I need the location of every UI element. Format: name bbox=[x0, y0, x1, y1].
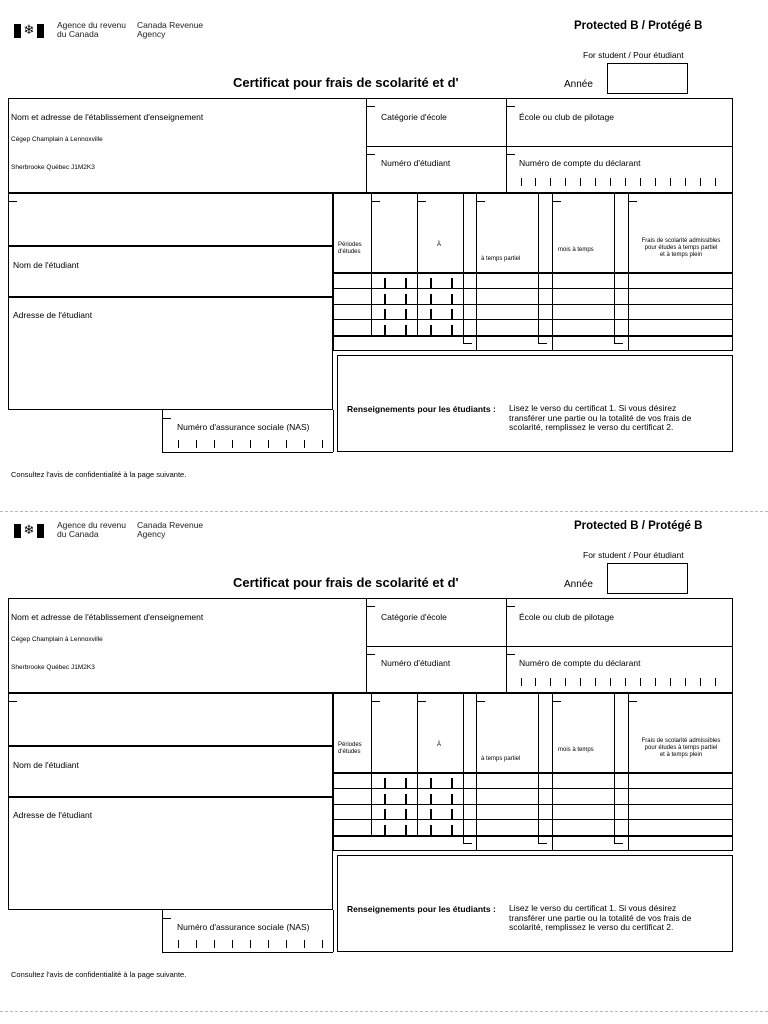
agency-name-fr: Agence du revenu du Canada bbox=[57, 520, 126, 539]
institution-name: Cégep Champlain à Lennoxville bbox=[11, 636, 103, 643]
agency-name-en: Canada Revenue Agency bbox=[137, 20, 204, 39]
annee-field[interactable] bbox=[607, 63, 688, 94]
numero-etudiant-label: Numéro d'étudiant bbox=[381, 658, 451, 668]
temps-partiel-label: à temps partiel bbox=[481, 756, 521, 762]
nom-etudiant-label: Nom de l'étudiant bbox=[13, 760, 79, 770]
mois-temps-label: mois à temps bbox=[558, 247, 594, 253]
agency-name-fr: Agence du revenu du Canada bbox=[57, 20, 126, 39]
form-title: Certificat pour frais de scolarité et d' bbox=[233, 75, 459, 90]
institution-address: Sherbrooke Québec J1M2K3 bbox=[11, 164, 95, 171]
protected-label: Protected B / Protégé B bbox=[574, 20, 703, 32]
a-label: À bbox=[437, 742, 442, 748]
annee-label: Année bbox=[564, 79, 593, 90]
nas-label: Numéro d'assurance sociale (NAS) bbox=[177, 922, 310, 932]
categorie-ecole-label: Catégorie d'école bbox=[381, 112, 447, 122]
privacy-notice: Consultez l'avis de confidentialité à la page suivante. bbox=[11, 970, 187, 979]
info-text: Lisez le verso du certificat 1. Si vous désirez transférer une partie ou la totalité de vos frais de scolarité, remplissez le verso du certificat 2. bbox=[509, 903, 692, 932]
nom-etudiant-label: Nom de l'étudiant bbox=[13, 260, 79, 270]
frais-label: Frais de scolarité admissibles pour études à temps partiel et à temps plein bbox=[641, 238, 721, 258]
agency-name-en: Canada Revenue Agency bbox=[137, 520, 204, 539]
adresse-etudiant-label: Adresse de l'étudiant bbox=[13, 810, 93, 820]
protected-label: Protected B / Protégé B bbox=[574, 520, 703, 532]
for-student-label: For student / Pour étudiant bbox=[583, 550, 684, 560]
ecole-pilotage-label: École ou club de pilotage bbox=[519, 112, 614, 122]
info-text: Lisez le verso du certificat 1. Si vous désirez transférer une partie ou la totalité de vos frais de scolarité, remplissez le verso du certificat 2. bbox=[509, 403, 692, 432]
for-student-label: For student / Pour étudiant bbox=[583, 50, 684, 60]
certificate-copy-2 bbox=[0, 500, 768, 1000]
periodes-label: Périodes d'études bbox=[338, 742, 362, 755]
numero-compte-label: Numéro de compte du déclarant bbox=[519, 658, 641, 668]
institution-name: Cégep Champlain à Lennoxville bbox=[11, 136, 103, 143]
info-label: Renseignements pour les étudiants : bbox=[347, 404, 496, 414]
student-section bbox=[8, 693, 333, 910]
a-label: À bbox=[437, 242, 442, 248]
canada-flag-icon: ❄ bbox=[14, 524, 44, 538]
temps-partiel-label: à temps partiel bbox=[481, 256, 521, 262]
cut-line bbox=[0, 1011, 768, 1012]
numero-compte-label: Numéro de compte du déclarant bbox=[519, 158, 641, 168]
numero-etudiant-label: Numéro d'étudiant bbox=[381, 158, 451, 168]
info-label: Renseignements pour les étudiants : bbox=[347, 904, 496, 914]
certificate-copy-1 bbox=[0, 0, 768, 500]
adresse-etudiant-label: Adresse de l'étudiant bbox=[13, 310, 93, 320]
institution-label: Nom et adresse de l'établissement d'enseignement bbox=[11, 112, 204, 122]
privacy-notice: Consultez l'avis de confidentialité à la page suivante. bbox=[11, 470, 187, 479]
ecole-pilotage-label: École ou club de pilotage bbox=[519, 612, 614, 622]
annee-label: Année bbox=[564, 579, 593, 590]
categorie-ecole-label: Catégorie d'école bbox=[381, 612, 447, 622]
canada-flag-icon: ❄ bbox=[14, 24, 44, 38]
frais-label: Frais de scolarité admissibles pour études à temps partiel et à temps plein bbox=[641, 738, 721, 758]
mois-temps-label: mois à temps bbox=[558, 747, 594, 753]
student-section bbox=[8, 193, 333, 410]
form-title: Certificat pour frais de scolarité et d' bbox=[233, 575, 459, 590]
periodes-label: Périodes d'études bbox=[338, 242, 362, 255]
nas-label: Numéro d'assurance sociale (NAS) bbox=[177, 422, 310, 432]
institution-label: Nom et adresse de l'établissement d'enseignement bbox=[11, 612, 204, 622]
institution-address: Sherbrooke Québec J1M2K3 bbox=[11, 664, 95, 671]
annee-field[interactable] bbox=[607, 563, 688, 594]
